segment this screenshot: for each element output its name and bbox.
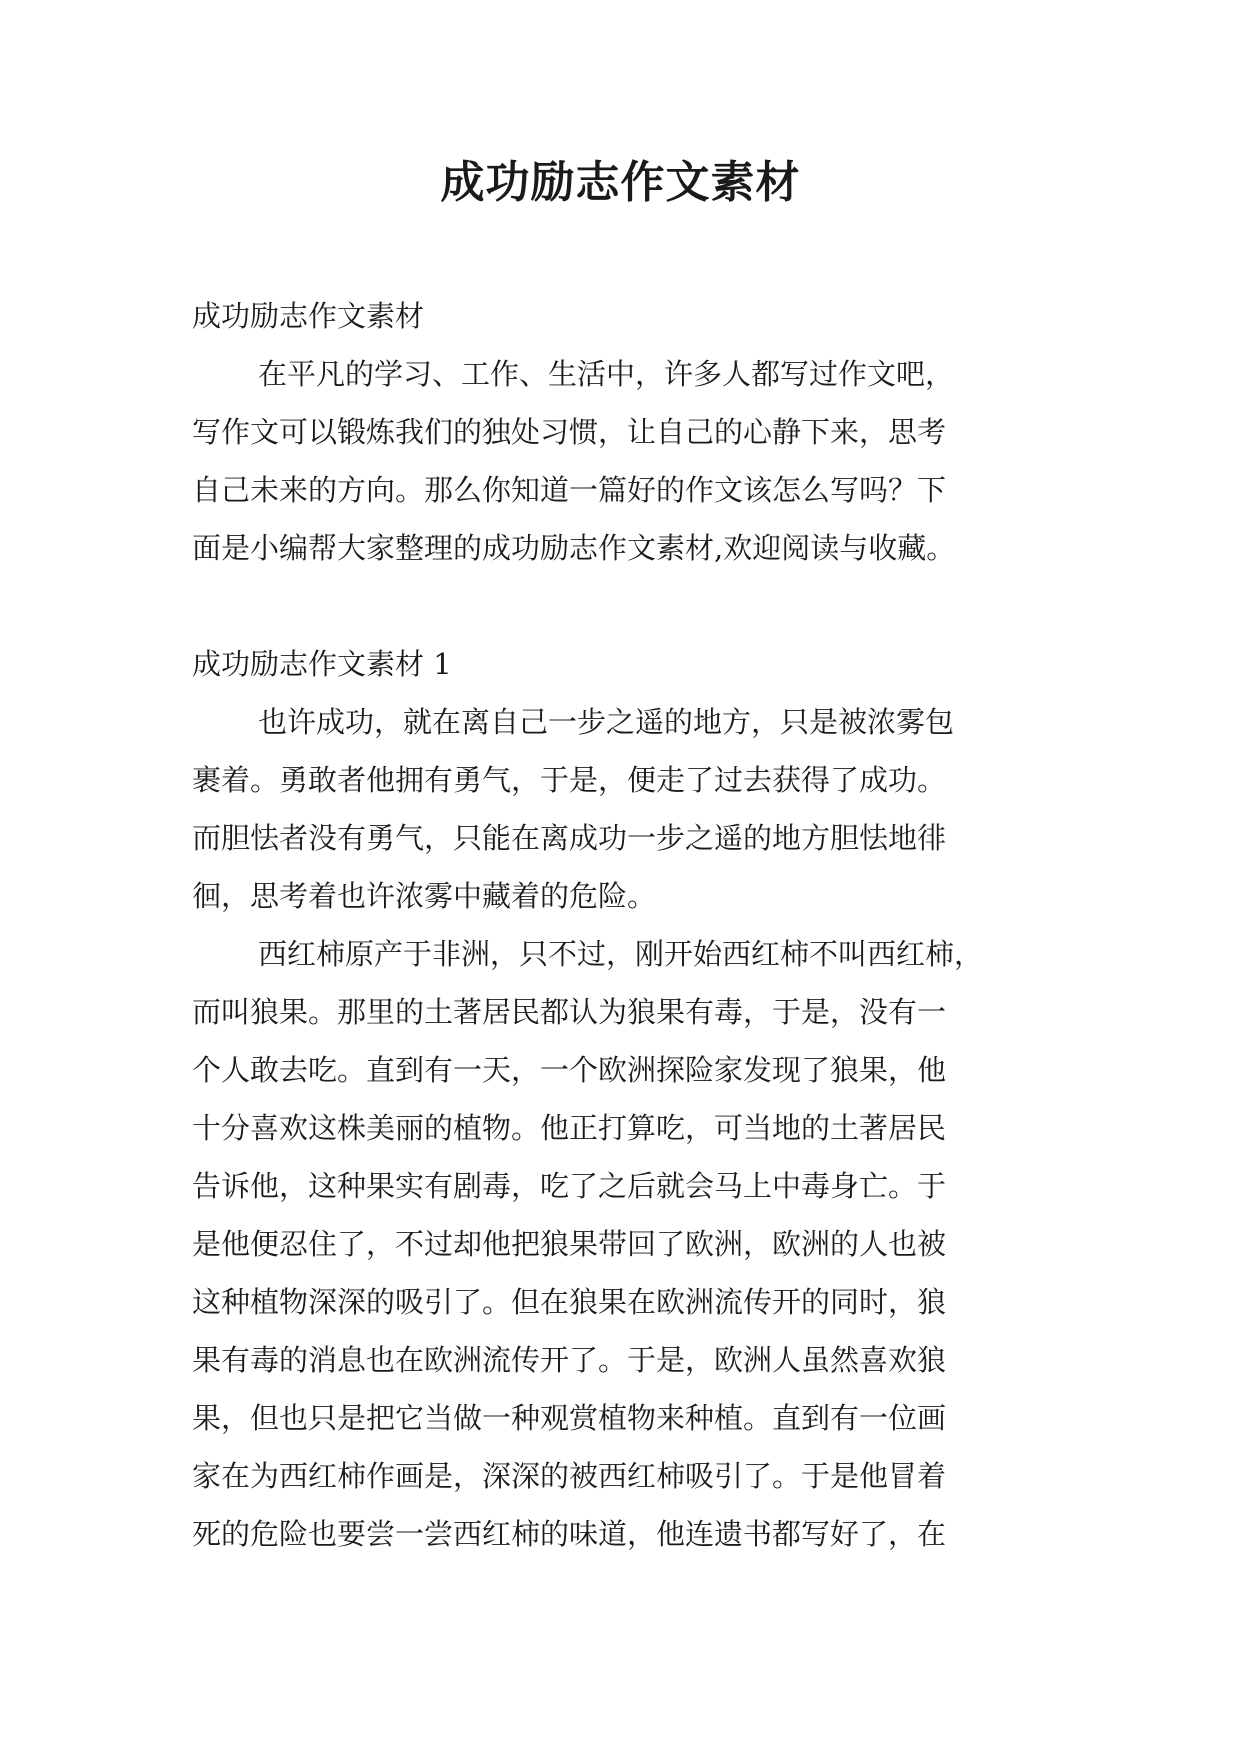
- paragraph-line: 十分喜欢这株美丽的植物。他正打算吃，可当地的土著居民: [192, 1111, 947, 1145]
- section-heading: 成功励志作文素材 1: [192, 647, 452, 681]
- intro-line: 写作文可以锻炼我们的独处习惯，让自己的心静下来，思考: [192, 415, 947, 449]
- paragraph-line: 告诉他，这种果实有剧毒，吃了之后就会马上中毒身亡。于: [192, 1169, 947, 1203]
- paragraph-line: 是他便忍住了，不过却他把狼果带回了欧洲，欧洲的人也被: [192, 1227, 947, 1261]
- paragraph-line: 果，但也只是把它当做一种观赏植物来种植。直到有一位画: [192, 1401, 947, 1435]
- intro-line: 自己未来的方向。那么你知道一篇好的作文该怎么写吗？下: [192, 473, 947, 507]
- paragraph-line: 个人敢去吃。直到有一天，一个欧洲探险家发现了狼果，他: [192, 1053, 947, 1087]
- document-title: 成功励志作文素材: [440, 157, 801, 208]
- paragraph-line: 死的危险也要尝一尝西红柿的味道，他连遗书都写好了，在: [192, 1517, 947, 1551]
- paragraph-line: 裹着。勇敢者他拥有勇气，于是，便走了过去获得了成功。: [192, 763, 947, 797]
- paragraph-line: 西红柿原产于非洲，只不过，刚开始西红柿不叫西红柿，: [258, 937, 984, 971]
- paragraph-line: 这种植物深深的吸引了。但在狼果在欧洲流传开的同时，狼: [192, 1285, 947, 1319]
- paragraph-line: 徊，思考着也许浓雾中藏着的危险。: [192, 879, 657, 913]
- intro-line: 面是小编帮大家整理的成功励志作文素材,欢迎阅读与收藏。: [192, 531, 956, 565]
- section-paragraph: [192, 693, 1062, 925]
- document-subtitle: 成功励志作文素材: [192, 299, 425, 333]
- paragraph-line: 家在为西红柿作画是，深深的被西红柿吸引了。于是他冒着: [192, 1459, 947, 1493]
- paragraph-spacer: [192, 577, 1062, 635]
- paragraph-line: 果有毒的消息也在欧洲流传开了。于是，欧洲人虽然喜欢狼: [192, 1343, 947, 1377]
- intro-paragraph: [192, 345, 1062, 577]
- paragraph-line: 也许成功，就在离自己一步之遥的地方，只是被浓雾包: [258, 705, 955, 739]
- section-paragraph: [192, 925, 1062, 1563]
- intro-line: 在平凡的学习、工作、生活中，许多人都写过作文吧，: [258, 357, 955, 391]
- paragraph-line: 而叫狼果。那里的土著居民都认为狼果有毒，于是，没有一: [192, 995, 947, 1029]
- paragraph-line: 而胆怯者没有勇气，只能在离成功一步之遥的地方胆怯地徘: [192, 821, 947, 855]
- document-body: [192, 287, 1062, 1563]
